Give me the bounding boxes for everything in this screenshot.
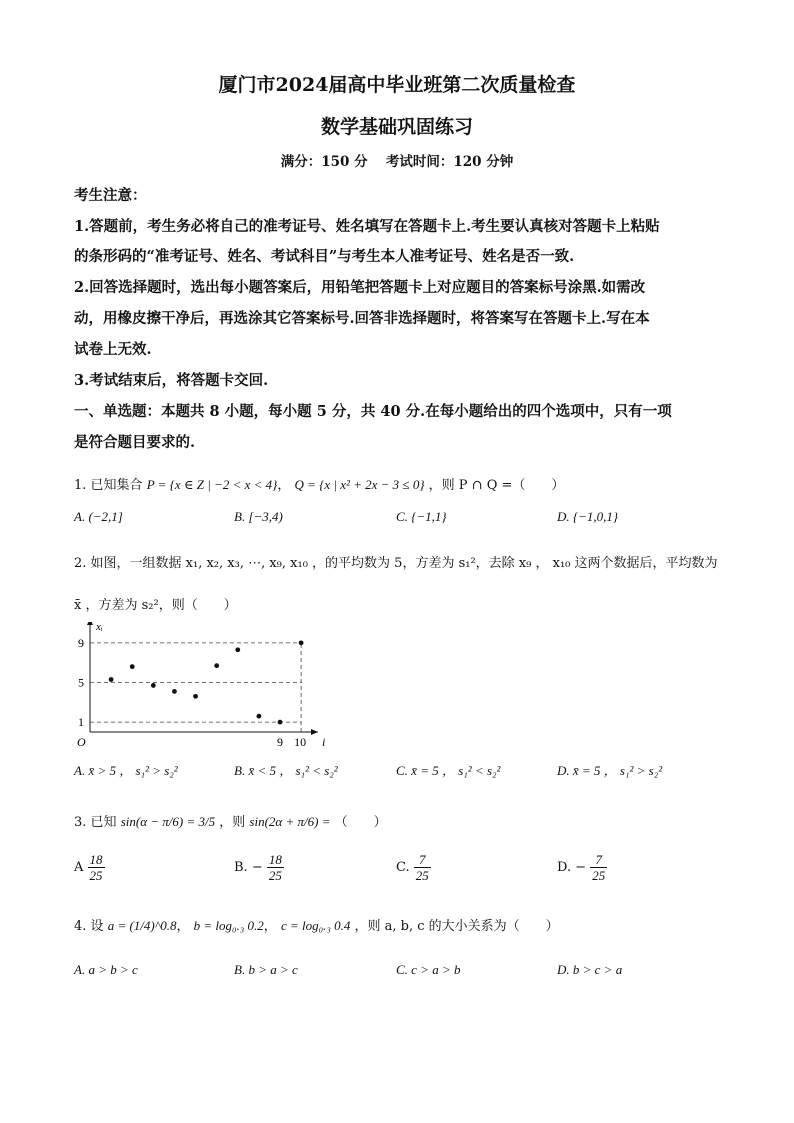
q4-option-c: C. c > a > b xyxy=(396,962,461,977)
notice-line: 试卷上无效. xyxy=(74,341,152,358)
q3-option-a xyxy=(74,852,105,883)
q3-given: sin(α − π/6) = 3/5 xyxy=(120,814,216,829)
fraction-numerator: 7 xyxy=(414,852,431,868)
data-point xyxy=(172,689,177,694)
notice-line: 1.答题前，考生务必将自己的准考证号、姓名填写在答题卡上.考生要认真核对答题卡上粘贴 xyxy=(74,218,660,235)
fraction-denominator: 25 xyxy=(268,868,282,883)
q3-option-b-fraction xyxy=(267,852,284,883)
data-point xyxy=(214,663,219,668)
q2-option-a: A. x̄ > 5 ， s₁² > s₂² xyxy=(74,763,178,778)
q3-option-a-label: A xyxy=(74,860,84,875)
q1-option-c: C. {−1,1} xyxy=(396,509,447,524)
q3-prefix: 3. 已知 xyxy=(74,815,117,830)
q3-ask: sin(2α + π/6) = xyxy=(249,814,331,829)
q4-c: c = log₀.₃ 0.4 xyxy=(280,918,351,933)
x-tick-label: 9 xyxy=(277,735,283,749)
x-axis-arrow xyxy=(311,729,318,735)
score-info: 满分：150 分 考试时间：120 分钟 xyxy=(280,154,514,170)
origin-label: O xyxy=(77,735,86,749)
fraction-numerator: 18 xyxy=(89,852,103,867)
data-point xyxy=(278,720,283,725)
q2-option-b: B. x̄ < 5 ， s₁² < s₂² xyxy=(234,763,338,778)
question-3 xyxy=(74,811,387,830)
q3-option-a-fraction xyxy=(88,852,105,883)
data-point xyxy=(256,714,261,719)
q1-prefix: 1. 已知集合 xyxy=(74,478,143,493)
y-tick-label: 5 xyxy=(78,675,84,690)
q4-option-a: A. a > b > c xyxy=(74,962,138,977)
q3-mid: ，则 xyxy=(219,815,246,830)
x-tick-label: 10 xyxy=(294,735,307,749)
q3-option-c-label: C. xyxy=(396,860,410,875)
q4-option-b: B. b > a > c xyxy=(234,962,298,977)
data-point xyxy=(193,694,198,699)
q1-option-d: D. {−1,0,1} xyxy=(557,509,619,524)
q1-suffix: ，则 P ∩ Q =（ ） xyxy=(428,478,565,493)
q1-option-a: A. (−2,1] xyxy=(74,509,123,524)
q1-option-b: B. [−3,4) xyxy=(234,509,283,524)
scatter-chart xyxy=(70,622,330,750)
fraction-denominator: 25 xyxy=(415,868,429,883)
section-heading-cont: 是符合题目要求的. xyxy=(74,434,196,451)
page-subtitle: 数学基础巩固练习 xyxy=(320,116,473,138)
page-title: 厦门市2024届高中毕业班第二次质量检查 xyxy=(218,74,576,96)
question-2-cont: x̄ ，方差为 s₂²，则（ ） xyxy=(74,598,237,613)
data-point xyxy=(109,677,114,682)
q3-option-b-sign: − xyxy=(251,860,263,875)
fraction-numerator: 18 xyxy=(268,852,282,867)
q3-option-d-sign: − xyxy=(575,860,587,875)
q1-set-q: Q = {x | x² + 2x − 3 ≤ 0} xyxy=(294,477,425,492)
q1-set-p: P = {x ∈ Z | −2 < x < 4} xyxy=(146,477,278,492)
notice-line: 2.回答选择题时，选出每小题答案后，用铅笔把答题卡上对应题目的答案标号涂黑.如需改 xyxy=(74,279,646,296)
q2-option-c: C. x̄ = 5 ， s₁² < s₂² xyxy=(396,763,501,778)
fraction-denominator: 25 xyxy=(592,868,606,883)
notice-heading: 考生注意： xyxy=(74,187,147,204)
q3-option-d xyxy=(557,852,607,883)
question-1: 1. 已知集合 P = {x ∈ Z | −2 < x < 4}， Q = {x | x² + 2x − 3 ≤ 0} ，则 P ∩ Q =（ ） xyxy=(74,477,565,493)
y-tick-label: 1 xyxy=(78,715,84,730)
notice-line: 动，用橡皮擦干净后，再选涂其它答案标号.回答非选择题时，将答案写在答题卡上.写在本 xyxy=(74,310,650,327)
q4-option-d: D. b > c > a xyxy=(557,962,623,977)
x-axis-label: i xyxy=(322,735,326,749)
fraction-numerator: 7 xyxy=(590,852,607,868)
q4-b: b = log₀.₃ 0.2 xyxy=(193,918,264,933)
y-axis-label: xᵢ xyxy=(96,622,103,633)
q3-option-d-label: D. xyxy=(557,860,572,875)
q4-a: a = (1/4)^0.8 xyxy=(107,918,177,933)
q3-suffix: （ ） xyxy=(334,815,387,830)
q4-suffix: ，则 a, b, c 的大小关系为（ ） xyxy=(354,919,559,934)
question-2: 2. 如图，一组数据 x₁, x₂, x₃, ⋯, x₉, x₁₀ ，的平均数为 5，方差为 s₁²，去除 x₉ ， x₁₀ 这两个数据后，平均数为 xyxy=(74,556,718,571)
notice-line: 的条形码的“准考证号、姓名、考试科目”与考生本人准考证号、姓名是否一致. xyxy=(74,248,575,265)
q3-option-b xyxy=(234,852,284,883)
question-4: 4. 设 a = (1/4)^0.8， b = log₀.₃ 0.2， c = log₀.₃ 0.4 ，则 a, b, c 的大小关系为（ ） xyxy=(74,918,559,934)
section-heading: 一、单选题：本题共 8 小题，每小题 5 分，共 40 分.在每小题给出的四个选项中，只有一项 xyxy=(74,403,672,420)
data-point xyxy=(130,664,135,669)
data-point xyxy=(151,683,156,688)
data-point xyxy=(235,647,240,652)
y-axis-arrow xyxy=(87,622,93,625)
y-tick-label: 9 xyxy=(78,635,84,650)
notice-line: 3.考试结束后，将答题卡交回. xyxy=(74,372,269,389)
q4-prefix: 4. 设 xyxy=(74,919,104,934)
data-point xyxy=(299,640,304,645)
fraction-denominator: 25 xyxy=(89,868,103,883)
q2-option-d: D. x̄ = 5 ， s₁² > s₂² xyxy=(557,763,663,778)
q3-option-c xyxy=(396,852,431,883)
q3-option-d-fraction xyxy=(590,852,607,883)
q3-option-b-label: B. xyxy=(234,860,248,875)
q3-option-c-fraction xyxy=(414,852,431,883)
